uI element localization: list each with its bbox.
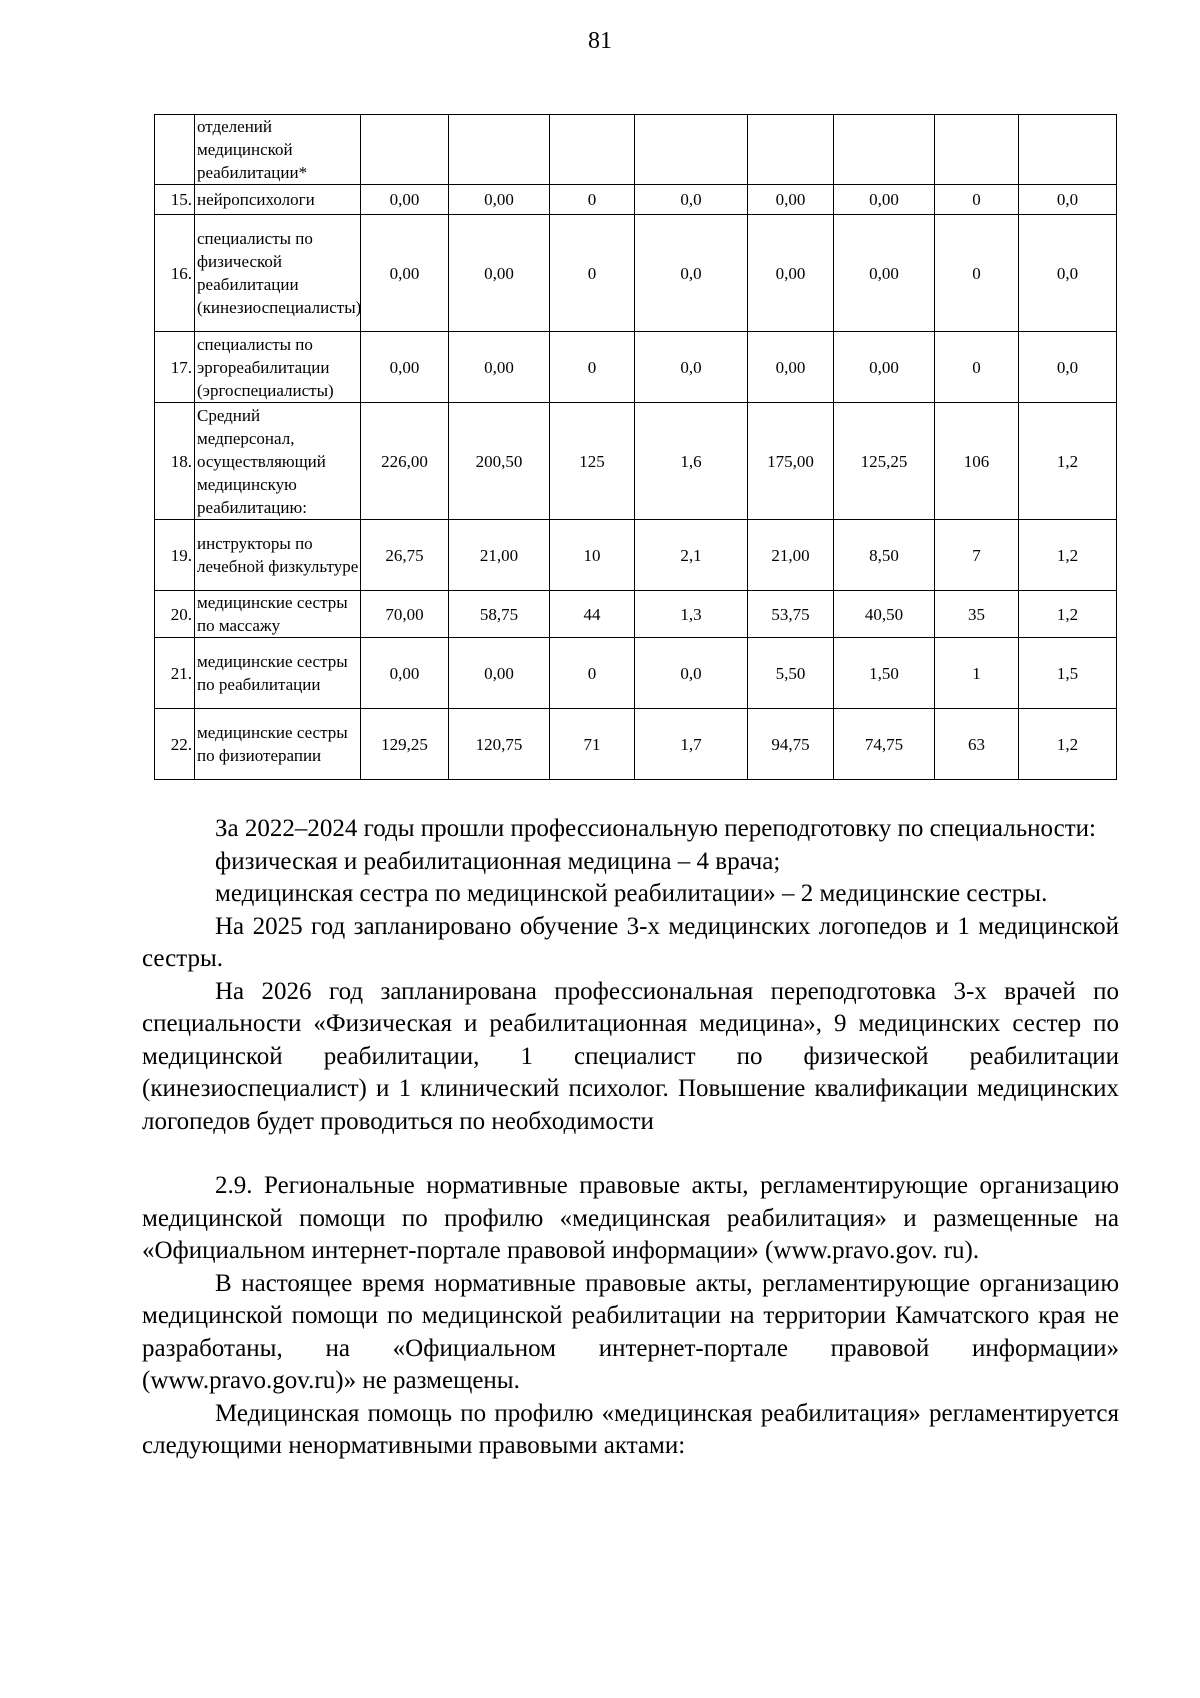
table-row <box>155 403 1117 520</box>
cell <box>550 115 635 185</box>
row-number: 21. <box>155 638 195 709</box>
cell: 0,00 <box>748 332 834 403</box>
cell: 94,75 <box>748 709 834 780</box>
cell: 70,00 <box>361 591 449 638</box>
cell: 125,25 <box>834 403 935 520</box>
cell: 0,0 <box>1019 332 1117 403</box>
cell: 1,7 <box>635 709 748 780</box>
cell: 0,0 <box>635 215 748 332</box>
cell: 1,2 <box>1019 403 1117 520</box>
section-heading: 2.9. Региональные нормативные правовые акты, регламентирующие организацию медицинской помощи по профилю «медицинская реабилитация» и размещенные на «Официальном интернет-портале правовой информации» (www.pravo.gov. ru). <box>142 1172 1119 1264</box>
row-name: специалисты по эргореабилитации (эргоспециалисты) <box>195 332 361 403</box>
row-number: 18. <box>155 403 195 520</box>
cell: 1,50 <box>834 638 935 709</box>
cell: 0 <box>550 638 635 709</box>
cell: 0,00 <box>449 332 550 403</box>
cell: 2,1 <box>635 520 748 591</box>
cell: 63 <box>935 709 1019 780</box>
paragraph: На 2025 год запланировано обучение 3-х медицинских логопедов и 1 медицинской сестры. <box>142 912 1119 972</box>
cell: 1,2 <box>1019 591 1117 638</box>
cell: 175,00 <box>748 403 834 520</box>
row-number <box>155 115 195 185</box>
cell <box>834 115 935 185</box>
cell <box>635 115 748 185</box>
cell: 0,00 <box>361 215 449 332</box>
cell: 0,00 <box>834 215 935 332</box>
cell: 7 <box>935 520 1019 591</box>
cell: 74,75 <box>834 709 935 780</box>
cell: 1,2 <box>1019 709 1117 780</box>
cell: 26,75 <box>361 520 449 591</box>
cell <box>748 115 834 185</box>
cell: 0,0 <box>635 185 748 215</box>
table-row <box>155 215 1117 332</box>
cell: 120,75 <box>449 709 550 780</box>
page-number: 81 <box>588 28 612 54</box>
cell: 5,50 <box>748 638 834 709</box>
cell: 0,0 <box>1019 215 1117 332</box>
cell: 106 <box>935 403 1019 520</box>
cell: 0,0 <box>1019 185 1117 215</box>
table-row <box>155 520 1117 591</box>
table-row <box>155 185 1117 215</box>
cell: 0,00 <box>449 185 550 215</box>
paragraph: физическая и реабилитационная медицина – 4 врача; <box>215 847 781 875</box>
cell: 125 <box>550 403 635 520</box>
cell: 0,00 <box>361 332 449 403</box>
row-name: отделений медицинской реабилитации* <box>195 115 361 185</box>
cell: 0 <box>550 332 635 403</box>
cell: 21,00 <box>748 520 834 591</box>
row-number: 16. <box>155 215 195 332</box>
row-name: инструкторы по лечебной физкультуре <box>195 520 361 591</box>
cell: 58,75 <box>449 591 550 638</box>
cell: 200,50 <box>449 403 550 520</box>
cell: 0,00 <box>449 638 550 709</box>
paragraph: Медицинская помощь по профилю «медицинская реабилитация» регламентируется следующими ненормативными правовыми актами: <box>142 1399 1119 1459</box>
cell: 40,50 <box>834 591 935 638</box>
cell: 1,5 <box>1019 638 1117 709</box>
cell: 0,00 <box>361 638 449 709</box>
row-name: нейропсихологи <box>195 185 361 215</box>
cell: 0 <box>935 332 1019 403</box>
body-text <box>142 813 1119 1463</box>
table-row <box>155 332 1117 403</box>
row-number: 17. <box>155 332 195 403</box>
cell: 53,75 <box>748 591 834 638</box>
cell: 129,25 <box>361 709 449 780</box>
paragraph: За 2022–2024 годы прошли профессиональную переподготовку по специальности: <box>215 815 1096 842</box>
cell: 71 <box>550 709 635 780</box>
paragraph: медицинская сестра по медицинской реабилитации» – 2 медицинские сестры. <box>215 880 1048 907</box>
cell: 1,3 <box>635 591 748 638</box>
cell <box>449 115 550 185</box>
paragraph: На 2026 год запланирована профессиональная переподготовка 3-х врачей по специальности «Физическая и реабилитационная медицина», 9 медицинских сестер по медицинской реабилитации, 1 специалист по физической реабилитации (кинезиоспециалист) и 1 клинический психолог. Повышение квалификации медицинских логопедов будет проводиться по необходимости <box>142 977 1119 1135</box>
cell: 0,0 <box>635 332 748 403</box>
row-name: медицинские сестры по массажу <box>195 591 361 638</box>
cell: 1,2 <box>1019 520 1117 591</box>
table-row <box>155 709 1117 780</box>
cell: 0,00 <box>449 215 550 332</box>
cell: 0 <box>935 215 1019 332</box>
table-row <box>155 591 1117 638</box>
cell: 35 <box>935 591 1019 638</box>
row-number: 15. <box>155 185 195 215</box>
table-row <box>155 638 1117 709</box>
cell: 0,00 <box>361 185 449 215</box>
row-number: 22. <box>155 709 195 780</box>
cell: 10 <box>550 520 635 591</box>
cell: 0,0 <box>635 638 748 709</box>
cell: 0 <box>550 215 635 332</box>
cell: 1 <box>935 638 1019 709</box>
cell: 8,50 <box>834 520 935 591</box>
cell: 21,00 <box>449 520 550 591</box>
row-name: медицинские сестры по реабилитации <box>195 638 361 709</box>
row-name: Средний медперсонал, осуществляющий медицинскую реабилитацию: <box>195 403 361 520</box>
cell: 0 <box>550 185 635 215</box>
cell: 0,00 <box>834 332 935 403</box>
row-number: 19. <box>155 520 195 591</box>
row-name: специалисты по физической реабилитации (кинезиоспециалисты) <box>195 215 361 332</box>
cell: 226,00 <box>361 403 449 520</box>
cell <box>1019 115 1117 185</box>
cell: 44 <box>550 591 635 638</box>
row-name: медицинские сестры по физиотерапии <box>195 709 361 780</box>
cell: 0 <box>935 185 1019 215</box>
cell <box>361 115 449 185</box>
staff-table <box>154 114 1117 780</box>
paragraph: В настоящее время нормативные правовые акты, регламентирующие организацию медицинской помощи по медицинской реабилитации на территории Камчатского края не разработаны, на «Официальном интернет-портале правовой информации» (www.pravo.gov.ru)» не размещены. <box>142 1269 1119 1394</box>
cell: 0,00 <box>834 185 935 215</box>
cell: 0,00 <box>748 215 834 332</box>
cell: 0,00 <box>748 185 834 215</box>
cell: 1,6 <box>635 403 748 520</box>
row-number: 20. <box>155 591 195 638</box>
cell <box>935 115 1019 185</box>
table-row <box>155 115 1117 185</box>
